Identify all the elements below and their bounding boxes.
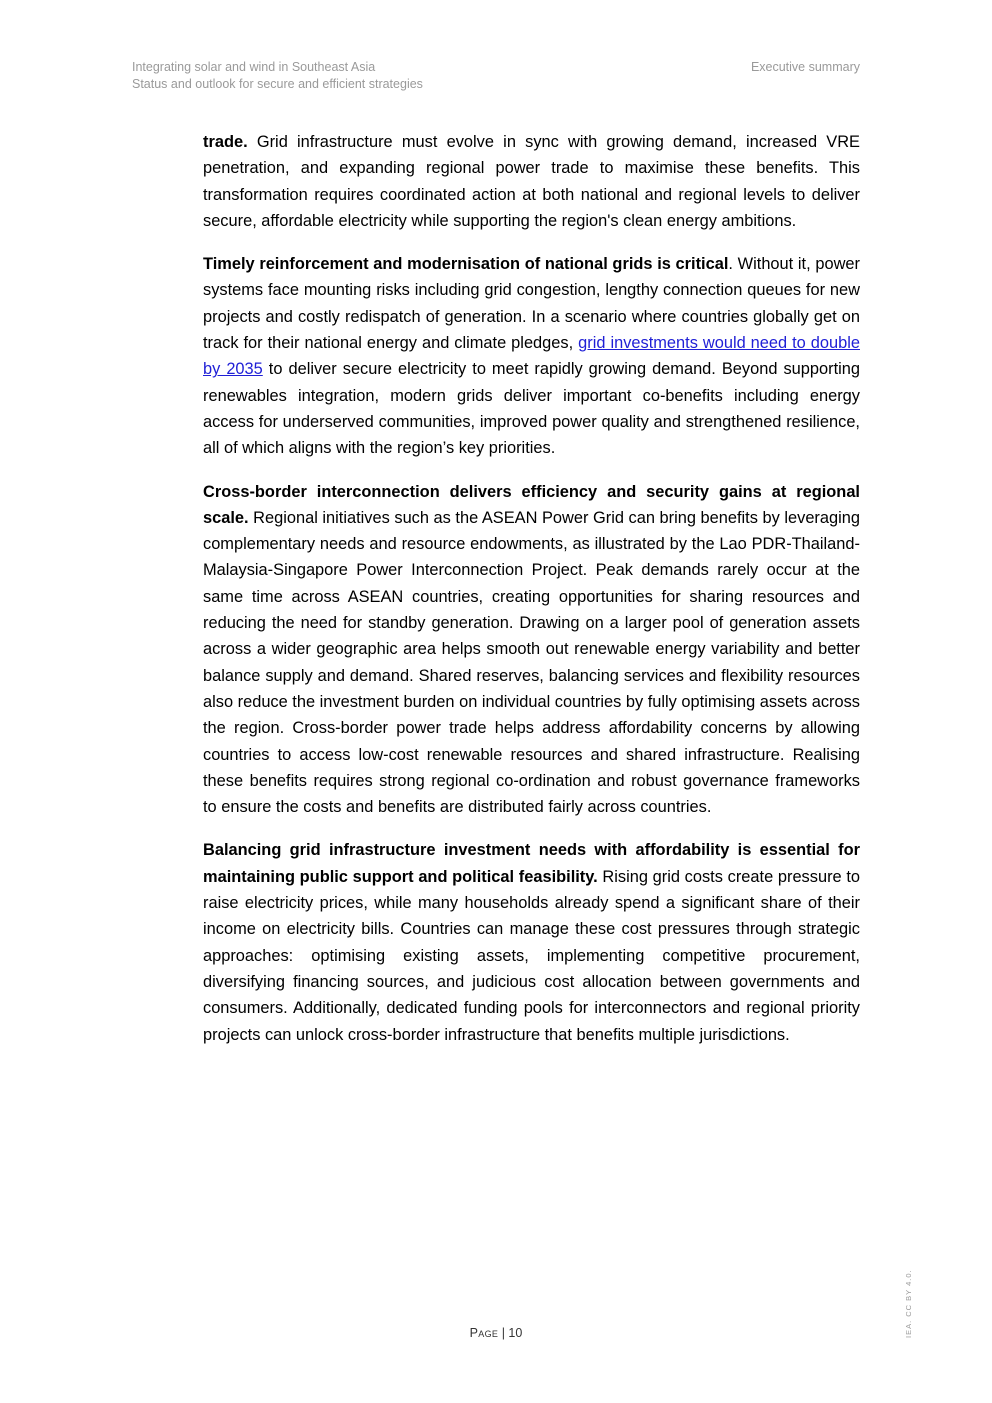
document-header-title bbox=[132, 59, 423, 93]
page-separator: | bbox=[498, 1326, 509, 1340]
paragraph-text: Grid infrastructure must evolve in sync with growing demand, increased VRE penetration, and expanding regional power trade to maximise these benefits. This transformation requires coordinated action at both national and regional levels to deliver secure, affordable electricity while supporting the region's clean energy ambitions. bbox=[203, 133, 860, 230]
paragraph-grid-evolution bbox=[203, 129, 860, 234]
page-footer bbox=[0, 1326, 992, 1340]
paragraph-lead-in: trade. bbox=[203, 133, 248, 151]
paragraph-lead-in: Cross-border interconnection delivers efficiency and security gains at regional scale. bbox=[203, 482, 860, 527]
header-title-line-1: Integrating solar and wind in Southeast Asia bbox=[132, 60, 376, 74]
paragraph-text: Rising grid costs create pressure to raise electricity prices, while many households already spend a significant share of their income on electricity bills. Countries can manage these cost pressures through strategic approaches: optimising existing assets, implementing competitive procurement, diversifying financing sources, and judicious cost allocation between governments and consumers. Additionally, dedicated funding pools for interconnectors and regional priority projects can unlock cross-border infrastructure that benefits multiple jurisdictions. bbox=[203, 867, 861, 1044]
page-number: 10 bbox=[508, 1326, 523, 1340]
paragraph-text: Regional initiatives such as the ASEAN Power Grid can bring benefits by leveraging complementary needs and resource endowments, as illustrated by the Lao PDR-Thailand-Malaysia-Singapore Power Interconnection Project. Peak demands rarely occur at the same time across ASEAN countries, creating opportunities for sharing resources and reducing the need for standby generation. Drawing on a larger pool of generation assets across a wider geographic area helps smooth out renewable energy variability and better balance supply and demand. Shared reserves, balancing services and flexibility resources also reduce the investment burden on individual countries by fully optimising assets across the region. Cross-border power trade helps address affordability concerns by allowing countries to access low-cost renewable resources and shared infrastructure. Realising these benefits requires strong regional co-ordination and robust governance frameworks to ensure the costs and benefits are distributed fairly across countries. bbox=[203, 508, 860, 817]
paragraph-lead-in: Balancing grid infrastructure investment needs with affordability is essential for maintaining public support and political feasibility. bbox=[203, 841, 860, 886]
grid-investments-link[interactable]: grid investments would need to double by 2035 bbox=[203, 334, 860, 379]
paragraph-text: . Without it, power systems face mounting risks including grid congestion, lengthy connection queues for new projects and costly redispatch of generation. In a scenario where countries globally get on track for their national energy and climate pledges, bbox=[203, 255, 860, 353]
paragraph-lead-in: Timely reinforcement and modernisation of national grids is critical bbox=[203, 255, 729, 274]
header-title-line-2: Status and outlook for secure and efficient strategies bbox=[132, 77, 423, 91]
document-body bbox=[203, 129, 860, 1065]
paragraph-affordability bbox=[203, 837, 860, 1047]
paragraph-cross-border-interconnection bbox=[203, 479, 860, 821]
page-label: Page bbox=[469, 1326, 499, 1340]
license-notice: IEA. CC BY 4.0. bbox=[904, 1269, 913, 1338]
header-section-name: Executive summary bbox=[750, 60, 860, 74]
paragraph-national-grids bbox=[203, 251, 860, 461]
paragraph-text: to deliver secure electricity to meet rapidly growing demand. Beyond supporting renewables integration, modern grids deliver important co-benefits including energy access for underserved communities, improved power quality and strengthened resilience, all of which aligns with the region’s key priorities. bbox=[203, 360, 860, 458]
